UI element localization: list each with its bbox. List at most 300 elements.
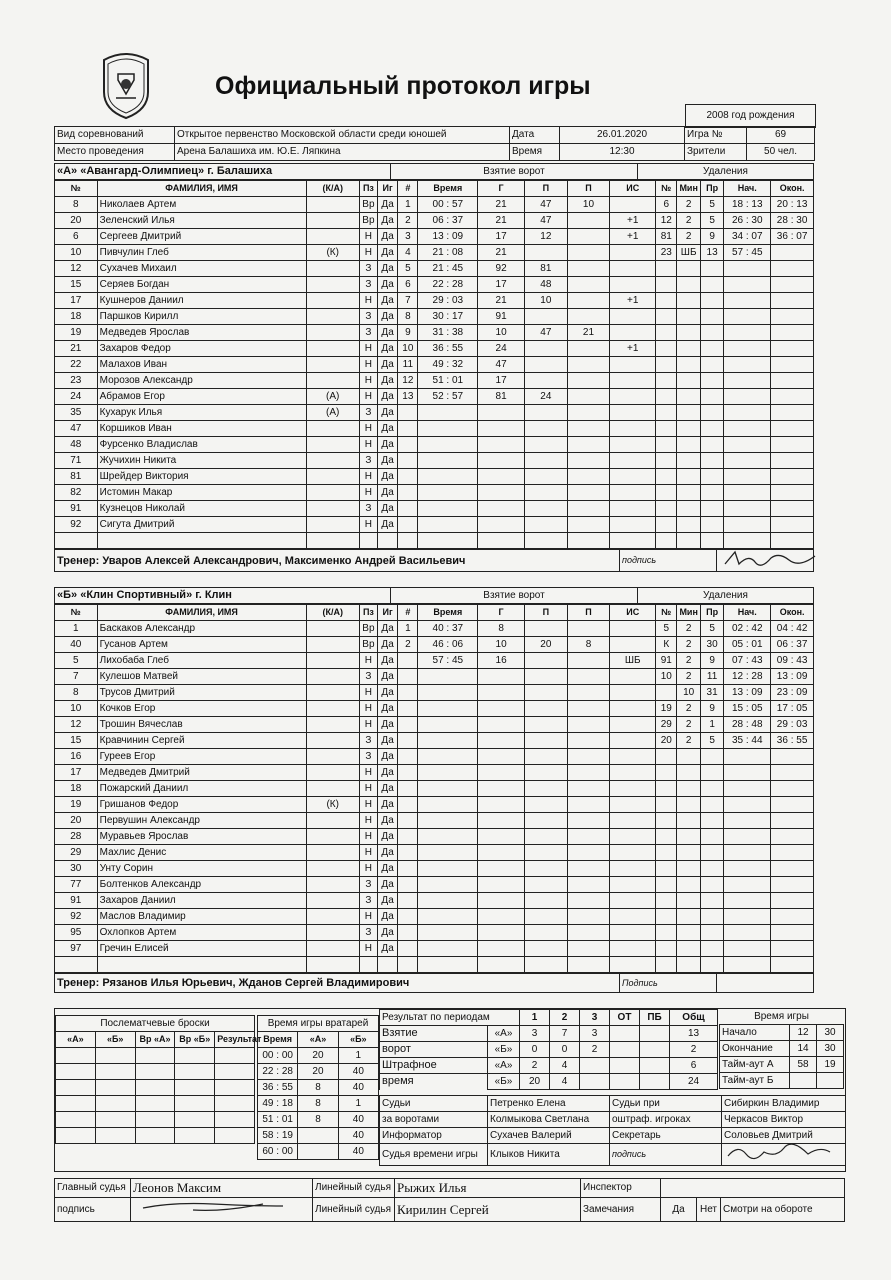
- penalty-reason: [700, 469, 723, 485]
- penalty-player: [656, 829, 677, 845]
- penalty-end: [771, 909, 814, 925]
- player-position: Н: [359, 685, 377, 701]
- goal-assist-1: [525, 909, 568, 925]
- goal-situation: ШБ: [610, 653, 656, 669]
- table-row: [55, 797, 814, 813]
- penalty-reason: 9: [700, 653, 723, 669]
- penalty-end: [771, 405, 814, 421]
- secretary-name: Соловьев Дмитрий: [722, 1128, 846, 1144]
- penalty-minutes: [677, 781, 700, 797]
- goal-situation: [610, 701, 656, 717]
- player-playing: Да: [377, 197, 397, 213]
- penalty-start: 57 : 45: [724, 245, 771, 261]
- goal-assist-1: 47: [525, 213, 568, 229]
- player-number: 8: [55, 197, 98, 213]
- penalty-end: [771, 245, 814, 261]
- goal-number: [398, 485, 418, 501]
- player-playing: Да: [377, 909, 397, 925]
- penalty-reason: [700, 277, 723, 293]
- penalty-start: [724, 797, 771, 813]
- goal-assist-1: 20: [525, 637, 568, 653]
- goal-assist-1: [525, 829, 568, 845]
- penalty-start: 05 : 01: [724, 637, 771, 653]
- goal-assist-1: [525, 701, 568, 717]
- penalty-reason: [700, 501, 723, 517]
- penalty-start: 12 : 28: [724, 669, 771, 685]
- goal-situation: [610, 309, 656, 325]
- penalty-end: [771, 261, 814, 277]
- goal-number: 1: [398, 621, 418, 637]
- goal-number: 9: [398, 325, 418, 341]
- player-playing: Да: [377, 325, 397, 341]
- pim-a-value: [640, 1058, 670, 1074]
- player-name: Кушнеров Даниил: [97, 293, 306, 309]
- player-captain-mark: [306, 749, 359, 765]
- player-captain-mark: [306, 925, 359, 941]
- goal-scorer: 21: [478, 197, 525, 213]
- gk-row: [258, 1064, 379, 1080]
- penbox-judge-1: Сибиркин Владимир: [722, 1096, 846, 1112]
- goal-number: [398, 685, 418, 701]
- goal-time: 22 : 28: [418, 277, 478, 293]
- shootout-cell: [56, 1096, 96, 1112]
- penalty-minutes: [677, 389, 700, 405]
- player-number: 95: [55, 925, 98, 941]
- penalty-minutes: [677, 877, 700, 893]
- gk-time: 58 : 19: [258, 1128, 298, 1144]
- shootout-table: [55, 1015, 262, 1144]
- player-position: Н: [359, 829, 377, 845]
- spectators-value: 50 чел.: [747, 144, 815, 161]
- gk-team-a: 20: [298, 1048, 338, 1064]
- goal-number: 6: [398, 277, 418, 293]
- penalty-end: [771, 437, 814, 453]
- penalty-end: [771, 877, 814, 893]
- time-value: 12:30: [560, 144, 685, 161]
- penalty-end: [771, 749, 814, 765]
- penalty-minutes: [677, 469, 700, 485]
- player-number: 71: [55, 453, 98, 469]
- goal-situation: [610, 941, 656, 957]
- penalty-player: [656, 893, 677, 909]
- penalty-player: [656, 421, 677, 437]
- goal-assist-1: [525, 517, 568, 533]
- gk-team-b: 1: [338, 1048, 378, 1064]
- goal-assist-2: [567, 877, 610, 893]
- penalty-start: [724, 925, 771, 941]
- penalty-start: [724, 469, 771, 485]
- penalty-minutes: [677, 277, 700, 293]
- summary-sign-label: подпись: [610, 1144, 722, 1166]
- goal-time: 06 : 37: [418, 213, 478, 229]
- penalty-end: [771, 797, 814, 813]
- informer-label: Информатор: [380, 1128, 488, 1144]
- penalty-start: [724, 277, 771, 293]
- team-a-penalties-header: Удаления: [638, 164, 814, 180]
- team-a-section: [54, 163, 814, 572]
- goal-assist-2: 21: [567, 325, 610, 341]
- player-name: Паршков Кирилл: [97, 309, 306, 325]
- penalty-end: [771, 309, 814, 325]
- goal-time: [418, 941, 478, 957]
- penalty-start: [724, 421, 771, 437]
- remarks-yes: Да: [661, 1198, 697, 1222]
- team-a-col-goal-p2: П: [567, 181, 610, 197]
- timeout-a-minutes: 19: [817, 1057, 844, 1073]
- penalty-reason: [700, 261, 723, 277]
- goal-time: [418, 781, 478, 797]
- goal-number: [398, 405, 418, 421]
- player-captain-mark: [306, 469, 359, 485]
- player-name: Медведев Ярослав: [97, 325, 306, 341]
- player-position: З: [359, 877, 377, 893]
- goal-assist-1: [525, 437, 568, 453]
- penalty-end: 04 : 42: [771, 621, 814, 637]
- period-col-2: 3: [580, 1010, 610, 1026]
- goal-situation: [610, 277, 656, 293]
- penalty-reason: 5: [700, 197, 723, 213]
- player-captain-mark: [306, 861, 359, 877]
- player-name: Кулешов Матвей: [97, 669, 306, 685]
- table-row: [55, 485, 814, 501]
- line-judge-label-1: Линейный судья: [313, 1179, 395, 1198]
- penalty-end: [771, 861, 814, 877]
- goal-scorer: [478, 453, 525, 469]
- player-captain-mark: [306, 517, 359, 533]
- player-name: Гуреев Егор: [97, 749, 306, 765]
- goal-number: [398, 861, 418, 877]
- penalty-end: 09 : 43: [771, 653, 814, 669]
- player-name: Первушин Александр: [97, 813, 306, 829]
- penalty-minutes: 2: [677, 701, 700, 717]
- penalty-end: 36 : 55: [771, 733, 814, 749]
- goal-assist-1: [525, 469, 568, 485]
- goal-assist-1: [525, 781, 568, 797]
- pim-b-value: 4: [550, 1074, 580, 1090]
- player-name: Гусанов Артем: [97, 637, 306, 653]
- goal-assist-2: [567, 341, 610, 357]
- pim-b-value: 24: [670, 1074, 718, 1090]
- pim-b-team: «Б»: [488, 1074, 520, 1090]
- goal-assist-1: [525, 357, 568, 373]
- player-position: Н: [359, 813, 377, 829]
- goal-situation: [610, 829, 656, 845]
- player-number: 91: [55, 501, 98, 517]
- shootout-cell: [215, 1128, 255, 1144]
- table-row: [55, 861, 814, 877]
- main-judge-name: Леонов Максим: [131, 1179, 313, 1198]
- team-a-coach-signature: [717, 550, 814, 572]
- pim-a-value: [580, 1058, 610, 1074]
- goal-number: 13: [398, 389, 418, 405]
- player-captain-mark: [306, 813, 359, 829]
- goal-scorer: 47: [478, 357, 525, 373]
- goal-number: 8: [398, 309, 418, 325]
- penalty-reason: [700, 845, 723, 861]
- player-playing: Да: [377, 277, 397, 293]
- shootout-cell: [56, 1064, 96, 1080]
- table-row: [55, 813, 814, 829]
- goal-scorer: [478, 733, 525, 749]
- player-position: Н: [359, 357, 377, 373]
- penalty-reason: [700, 405, 723, 421]
- penalty-end: [771, 469, 814, 485]
- gk-row: [258, 1096, 379, 1112]
- main-judge-signature: [131, 1198, 313, 1222]
- player-position: Н: [359, 781, 377, 797]
- goal-number: [398, 501, 418, 517]
- goals-b-value: 2: [670, 1042, 718, 1058]
- goal-scorer: [478, 485, 525, 501]
- goal-situation: [610, 797, 656, 813]
- goal-assist-1: [525, 877, 568, 893]
- penalty-start: [724, 309, 771, 325]
- goal-situation: [610, 357, 656, 373]
- player-position: Н: [359, 941, 377, 957]
- main-judge-label: Главный судья: [55, 1179, 131, 1198]
- player-captain-mark: [306, 877, 359, 893]
- player-number: 48: [55, 437, 98, 453]
- player-playing: Да: [377, 877, 397, 893]
- goal-time: [418, 405, 478, 421]
- coach-signature-scribble: [719, 550, 839, 566]
- player-number: 8: [55, 685, 98, 701]
- penalty-minutes: [677, 341, 700, 357]
- goal-number: [398, 469, 418, 485]
- player-position: З: [359, 277, 377, 293]
- table-row: [55, 213, 814, 229]
- player-captain-mark: [306, 453, 359, 469]
- penalty-start: 18 : 13: [724, 197, 771, 213]
- penalty-minutes: 2: [677, 213, 700, 229]
- table-row: [55, 925, 814, 941]
- goal-situation: [610, 373, 656, 389]
- player-captain-mark: [306, 829, 359, 845]
- team-a-sign-label: подпись: [620, 550, 717, 572]
- end-label: Окончание: [720, 1041, 790, 1057]
- penalty-player: 20: [656, 733, 677, 749]
- gametime-row: [720, 1041, 844, 1057]
- player-playing: Да: [377, 749, 397, 765]
- player-name: Сергеев Дмитрий: [97, 229, 306, 245]
- goal-situation: [610, 685, 656, 701]
- gametime-row: [720, 1073, 844, 1089]
- table-row: [55, 733, 814, 749]
- penalty-player: [656, 277, 677, 293]
- goal-scorer: 17: [478, 229, 525, 245]
- see-back-label: Смотри на обороте: [721, 1198, 845, 1222]
- period-label: Результат по периодам: [380, 1010, 520, 1026]
- player-number: 97: [55, 941, 98, 957]
- penalty-reason: 9: [700, 701, 723, 717]
- pim-b-value: 20: [520, 1074, 550, 1090]
- player-name: Пивчулин Глеб: [97, 245, 306, 261]
- player-captain-mark: [306, 373, 359, 389]
- goal-number: [398, 829, 418, 845]
- penalty-reason: [700, 325, 723, 341]
- penalty-end: [771, 453, 814, 469]
- goal-number: 12: [398, 373, 418, 389]
- player-name: Морозов Александр: [97, 373, 306, 389]
- player-captain-mark: (А): [306, 405, 359, 421]
- game-value: 69: [747, 127, 815, 144]
- goal-assist-2: [567, 421, 610, 437]
- penalty-start: [724, 485, 771, 501]
- penalty-end: 06 : 37: [771, 637, 814, 653]
- table-row: [55, 669, 814, 685]
- goal-scorer: [478, 717, 525, 733]
- penalty-start: [724, 829, 771, 845]
- goal-assist-2: [567, 749, 610, 765]
- start-hours: 12: [790, 1025, 817, 1041]
- penalty-player: 5: [656, 621, 677, 637]
- goal-assist-1: [525, 669, 568, 685]
- penalty-minutes: [677, 517, 700, 533]
- player-playing: Да: [377, 845, 397, 861]
- penalty-end: 36 : 07: [771, 229, 814, 245]
- goal-judges-label-2: за воротами: [380, 1112, 488, 1128]
- player-position: З: [359, 749, 377, 765]
- player-playing: Да: [377, 389, 397, 405]
- goals-a-value: 3: [580, 1026, 610, 1042]
- team-a-coach: Тренер: Уваров Алексей Александрович, Максименко Андрей Васильевич: [55, 550, 620, 572]
- goal-situation: [610, 197, 656, 213]
- player-name: Кочков Егор: [97, 701, 306, 717]
- penalty-start: [724, 957, 771, 973]
- gk-team-a: 8: [298, 1112, 338, 1128]
- player-number: 17: [55, 765, 98, 781]
- penalty-minutes: [677, 909, 700, 925]
- table-row: [55, 893, 814, 909]
- penalty-minutes: [677, 421, 700, 437]
- shootout-row: [56, 1064, 255, 1080]
- player-playing: [377, 957, 397, 973]
- penalty-minutes: [677, 765, 700, 781]
- penalty-player: 23: [656, 245, 677, 261]
- officials-table: [54, 1178, 845, 1222]
- player-captain-mark: [306, 957, 359, 973]
- penalty-minutes: [677, 501, 700, 517]
- shootout-cell: [56, 1080, 96, 1096]
- goal-scorer: [478, 877, 525, 893]
- start-label: Начало: [720, 1025, 790, 1041]
- player-captain-mark: [306, 845, 359, 861]
- goal-number: 5: [398, 261, 418, 277]
- player-captain-mark: [306, 213, 359, 229]
- shootout-col-4: Результат: [215, 1032, 255, 1048]
- main-judge-signature-scribble: [133, 1198, 303, 1214]
- player-number: 91: [55, 893, 98, 909]
- penalty-end: [771, 765, 814, 781]
- goal-situation: [610, 325, 656, 341]
- player-position: Вр: [359, 213, 377, 229]
- shootout-cell: [56, 1112, 96, 1128]
- goal-time: [418, 669, 478, 685]
- goal-scorer: [478, 669, 525, 685]
- penalty-end: 13 : 09: [771, 669, 814, 685]
- penalty-reason: [700, 293, 723, 309]
- goal-time: [418, 765, 478, 781]
- goal-assist-2: [567, 437, 610, 453]
- shootout-cell: [215, 1080, 255, 1096]
- line-judge-1: Рыжих Илья: [395, 1179, 581, 1198]
- goal-assist-1: 81: [525, 261, 568, 277]
- shootout-cell: [175, 1112, 215, 1128]
- penalty-player: [656, 533, 677, 549]
- goal-number: [398, 749, 418, 765]
- shootout-cell: [135, 1080, 175, 1096]
- goal-assist-2: [567, 517, 610, 533]
- player-captain-mark: [306, 781, 359, 797]
- team-a-col-goal-p1: П: [525, 181, 568, 197]
- goal-situation: [610, 813, 656, 829]
- player-playing: Да: [377, 213, 397, 229]
- date-value: 26.01.2020: [560, 127, 685, 144]
- goal-time: 49 : 32: [418, 357, 478, 373]
- player-number: [55, 533, 98, 549]
- player-name: Гришанов Федор: [97, 797, 306, 813]
- player-number: 24: [55, 389, 98, 405]
- summary-section: [54, 1008, 846, 1172]
- penalty-start: [724, 325, 771, 341]
- player-position: З: [359, 669, 377, 685]
- table-row: [55, 621, 814, 637]
- penalty-minutes: [677, 357, 700, 373]
- player-position: [359, 957, 377, 973]
- pim-a-value: 4: [550, 1058, 580, 1074]
- goals-b-label: ворот: [380, 1042, 488, 1058]
- player-playing: Да: [377, 781, 397, 797]
- penalty-reason: [700, 373, 723, 389]
- penalty-start: 07 : 43: [724, 653, 771, 669]
- goal-situation: +1: [610, 341, 656, 357]
- player-captain-mark: [306, 261, 359, 277]
- player-position: З: [359, 733, 377, 749]
- goal-time: [418, 877, 478, 893]
- goal-assist-1: [525, 765, 568, 781]
- goal-time: [418, 437, 478, 453]
- team-b-coach: Тренер: Рязанов Илья Юрьевич, Жданов Сергей Владимирович: [55, 974, 620, 993]
- penalty-player: 10: [656, 669, 677, 685]
- penalty-reason: [700, 437, 723, 453]
- shootout-row: [56, 1080, 255, 1096]
- player-position: З: [359, 325, 377, 341]
- goal-scorer: 81: [478, 389, 525, 405]
- goal-assist-2: [567, 653, 610, 669]
- penalty-end: [771, 941, 814, 957]
- pim-a-value: [610, 1058, 640, 1074]
- player-playing: [377, 533, 397, 549]
- penalty-end: [771, 357, 814, 373]
- player-name: Захаров Даниил: [97, 893, 306, 909]
- goal-number: [398, 421, 418, 437]
- penalty-reason: [700, 813, 723, 829]
- goal-situation: [610, 517, 656, 533]
- remarks-label: Замечания: [581, 1198, 661, 1222]
- goal-situation: [610, 781, 656, 797]
- coat-of-arms-emblem: [98, 50, 154, 120]
- player-playing: Да: [377, 621, 397, 637]
- player-number: 18: [55, 309, 98, 325]
- goal-situation: [610, 405, 656, 421]
- goal-number: 4: [398, 245, 418, 261]
- penalty-end: [771, 925, 814, 941]
- team-a-col-pen-pr: Пр: [700, 181, 723, 197]
- goal-assist-1: [525, 797, 568, 813]
- penalty-start: [724, 941, 771, 957]
- player-name: Муравьев Ярослав: [97, 829, 306, 845]
- end-minutes: 30: [817, 1041, 844, 1057]
